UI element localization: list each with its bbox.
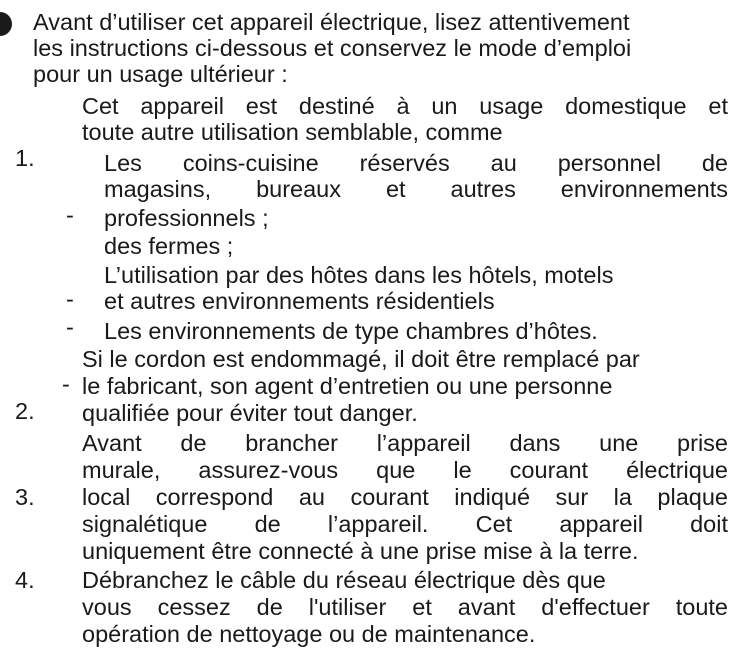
item-number-3: 3. — [15, 484, 35, 510]
intro-line-2: les instructions ci-dessous et conservez le mode d’emploi — [33, 35, 632, 61]
intro-line-1: Avant d’utiliser cet appareil électrique, lisez attentivement — [33, 9, 630, 35]
item-2-line-1: Si le cordon est endommagé, il doit être remplacé par — [82, 346, 640, 372]
item-4-line-3: opération de nettoyage ou de maintenance. — [82, 621, 536, 647]
item-1-sub-3-line-2: et autres environnements résidentiels — [104, 288, 495, 314]
item-2-line-2: le fabricant, son agent d’entretien ou une personne — [82, 373, 613, 399]
item-1-line-1: Cet appareil est destiné à un usage domestique et — [82, 93, 728, 119]
dash-marker-2: - — [66, 286, 74, 312]
item-3-line-1: Avant de brancher l’appareil dans une prise — [82, 430, 728, 456]
item-3-line-4: signalétique de l’appareil. Cet appareil doit — [82, 511, 728, 537]
item-1-sub-4: Les environnements de type chambres d’hôtes. — [104, 318, 598, 344]
item-3-line-2: murale, assurez-vous que le courant électrique — [82, 457, 728, 483]
intro-line-3: pour un usage ultérieur : — [33, 61, 288, 87]
item-2-line-3: qualifiée pour éviter tout danger. — [82, 400, 418, 426]
item-1-sub-1-line-3: professionnels ; — [104, 205, 269, 231]
item-number-4: 4. — [15, 567, 35, 593]
item-1-sub-3-line-1: L’utilisation par des hôtes dans les hôtels, motels — [104, 262, 614, 288]
dash-marker-3: - — [66, 314, 74, 340]
item-1-sub-2: des fermes ; — [104, 233, 234, 259]
item-1-sub-1-line-1: Les coins-cuisine réservés au personnel de — [104, 150, 728, 176]
item-3-line-3: local correspond au courant indiqué sur la plaque — [82, 484, 728, 510]
item-number-2: 2. — [15, 398, 35, 424]
item-number-1: 1. — [15, 145, 35, 171]
item-3-line-5: uniquement être connecté à une prise mise à la terre. — [82, 538, 639, 564]
item-1-line-2: toute autre utilisation semblable, comme — [82, 119, 503, 145]
dash-marker-1: - — [66, 202, 74, 228]
item-4-line-1: Débranchez le câble du réseau électrique dès que — [82, 567, 606, 593]
item-1-sub-1-line-2: magasins, bureaux et autres environnements — [104, 176, 728, 202]
section-bullet-dot — [0, 12, 12, 36]
item-4-line-2: vous cessez de l'utiliser et avant d'effectuer toute — [82, 594, 728, 620]
dash-marker-4: - — [62, 371, 70, 397]
